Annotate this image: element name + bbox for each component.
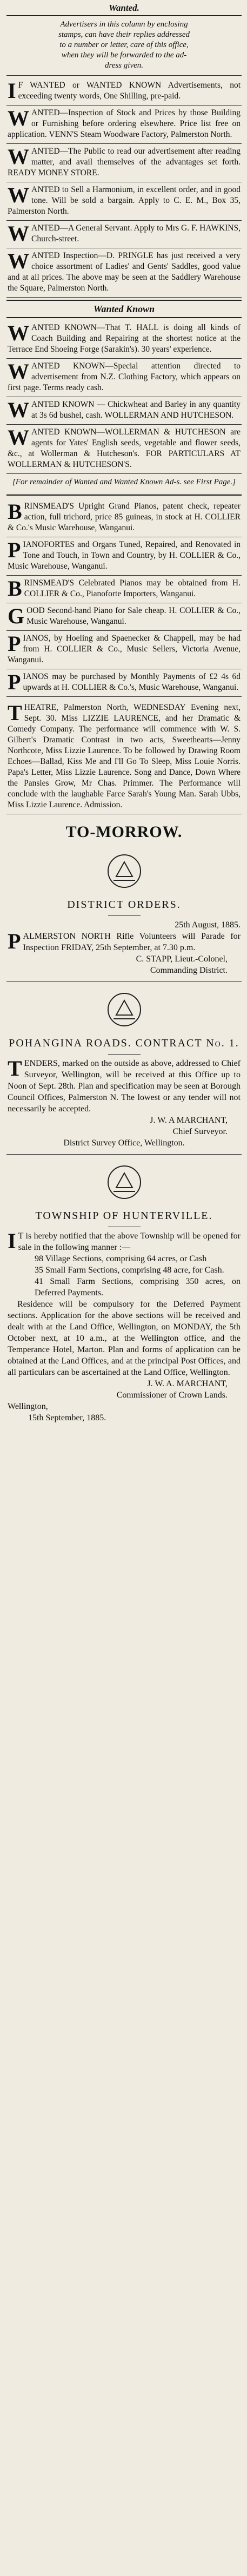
crest-icon [105,991,143,1029]
music-ad: P IANOS, by Hoeling and Spaenecker & Chappell, may be had from H. COLLIER & Co., Music Sellers, Victoria Avenue, Wanganui. [6,631,242,669]
divider [6,1154,242,1155]
music-ad: B RINSMEAD'S Upright Grand Pianos, patent check, repeater action, full trichord, price 85 guineas, in stock at H. COLLIER & Co.'s Music Warehouse, Wanganui. [6,499,242,537]
wanted-header: Wanted. [6,0,242,16]
classified-ad: W ANTED—Inspection of Stock and Prices by those Building or Furnishing before ordering elsewhere. Price list free on application. VENN'S Steam Woodware Factory, Palmerston North. [6,106,242,144]
divider [108,915,141,916]
township-notice: I T is hereby notified that the above Township will be opened for sale in the following manner :— 98 Village Sections, comprising 64 acres, or Cash 35 Small Farm Sections, comprising 48 acre, for Cash. 41 Small Farm Sections, comprising 350 acres, on Deferred Payments. Residence will be compulsory for the Deferred Payment sections. Application for the above sections will be received and dealt with at the Land Office, Wellington, on MONDAY, the 5th October next, at 10 a.m., at the Wellington office, and the Temperance Hotel, Marton. Plan and forms of application can be obtained at the Land Offices, and at the principal Post Offices, and all particulars can be ascertained at the Land Office, Wellington. J. W. A. MARCHANT, Commissioner of Crown Lands. Wellington, 15th September, 1885. [8,1229,241,1422]
crest-icon [105,1163,143,1201]
music-ad: P IANOFORTES and Organs Tuned, Repaired, and Renovated in Tone and Touch, in Town and Country, by H. COLLIER & Co., Music Warehouse, Wanganui. [6,537,242,576]
divider [6,75,242,76]
classified-ad: W ANTED—A General Servant. Apply to Mrs G. F. HAWKINS, Church-street. [6,221,242,248]
tomorrow-heading: TO-MORROW. [65,823,183,841]
continued-note: [For remainder of Wanted and Wanted Known Ad-s. see First Page.] [12,478,236,486]
divider [6,981,242,982]
music-ad: B RINSMEAD'S Celebrated Pianos may be obtained from H. COLLIER & Co., Pianoforte Importers, Wanganui. [6,576,242,603]
township-heading: TOWNSHIP OF HUNTERVILLE. [35,1210,213,1222]
intro-note: Advertisers in this column by enclosing stamps, can have their replies addressed to a number or letter, care of this office, when they will be forwarded to the ad- dress given. [58,20,190,70]
roads-contract-heading: POHANGINA ROADS. CONTRACT No. 1. [9,1037,239,1049]
wanted-known-header: Wanted Known [6,300,242,318]
music-ad: G OOD Second-hand Piano for Sale cheap. H. COLLIER & Co., Music Warehouse, Wanganui. [6,603,242,631]
divider [108,1054,141,1055]
classified-ad: W ANTED to Sell a Harmonium, in excellent order, and in good tone. Will be sold a bargain. Apply to C. E. M., Box 35, Palmerston North. [6,182,242,221]
district-orders-heading: DISTRICT ORDERS. [67,899,181,911]
divider [6,494,242,496]
classified-ad: W ANTED Inspection—D. PRINGLE has just received a very choice assortment of Ladies' and Gents' Saddles, good value and at all prices. The above may be seen at the Saddlery Warehouse the Square, Palmerston North. [6,248,242,298]
classified-ad: W ANTED—The Public to read our advertisement after reading matter, and avail themselves of the advantages set forth. READY MONEY STORE. [6,144,242,182]
theatre-ad: T HEATRE, Palmerston North, WEDNESDAY Evening next, Sept. 30. Miss LIZZIE LAURENCE, and her Dramatic & Comedy Company. The performance will commence with W. S. Gilbert's Dramatic Contrast in two acts, Sweethearts—Jenny Northcote, Miss Lizzie Laurence. To be followed by Drawing Room Echoes—Ballad, Kiss Me and I'll Go To Sleep, Miss Louie Norris. Papa's Letter, Miss Lizzie Laurence. Song and Dance, Down Where the Pansies Grow, Mr Chas. Primmer. The Performance will conclude with the laughable Farce Sarah's Young Man. Sarah Ubbs, Miss Lizzie Laurence. Admission. [6,697,242,814]
classified-ad: W ANTED KNOWN — Chickwheat and Barley in any quantity at 3s 6d bushel, cash. WOLLERMAN AND HUTCHESON. [6,397,242,425]
district-orders-notice: 25th August, 1885. PALMERSTON NORTH Rifle Volunteers will Parade for Inspection FRIDAY, 25th September, at 7.30 p.m. C. STAPP, Lieut.-Colonel, Commanding District. [8,920,241,975]
classified-ad: W ANTED KNOWN—WOLLERMAN & HUTCHESON are agents for Yates' English seeds, vegetable and flower seeds, &c., at Wollerman & Hutcheson's. FOR PARTICULARS AT WOLLERMAN & HUTCHESON'S. [6,425,242,474]
classified-ad: I F WANTED or WANTED KNOWN Advertisements, not exceeding twenty words, One Shilling, pre-paid. [6,78,242,106]
classified-ad: W ANTED KNOWN—Special attention directed to advertisement from N.Z. Clothing Factory, which appears on first page. Terms ready cash. [6,359,242,397]
classified-ad: W ANTED KNOWN—That T. HALL is doing all kinds of Coach Building and Repairing at the shortest notice at the Terrace End Shoeing Forge (Sarakin's). 30 years' experience. [6,320,242,359]
crest-icon [105,852,143,890]
music-ad: P IANOS may be purchased by Monthly Payments of £2 4s 6d upwards at H. COLLIER & Co.'s, Music Warehouse, Wanganui. [6,669,242,697]
roads-contract-notice: TENDERS, marked on the outside as above, addressed to Chief Surveyor, Wellington, will be received at this Office up to Noon of Sept. 28th. Plan and specification may be seen at Borough Council Offices, Palmerston N. The lowest or any tender will not necessarily be accepted. J. W. A MARCHANT, Chief Surveyor. District Survey Office, Wellington. [8,1056,241,1148]
